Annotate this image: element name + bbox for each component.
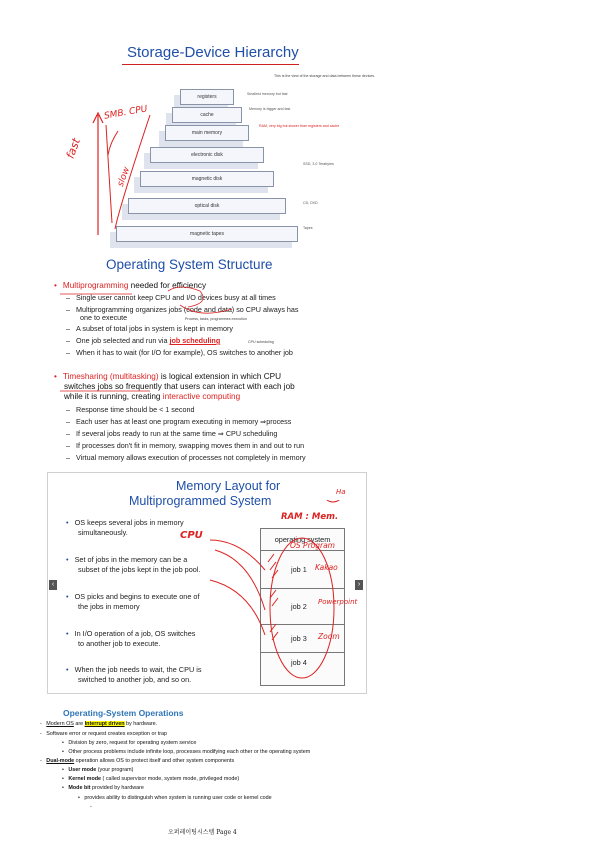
level-electronic-disk: electronic disk [150, 147, 264, 163]
slide3-bullet: • OS keeps several jobs in memory simultaneously. [66, 518, 184, 537]
memory-job1: job 1 [260, 550, 345, 590]
sub-bullet: – Multiprogramming organizes jobs (code and data) so CPU always has [66, 305, 299, 314]
bullet-timesharing-line2: switches jobs so frequently that users can interact with each job [64, 382, 295, 391]
os-ops-line7: • Kernel mode ( called supervisor mode, system mode, privileged mode) [62, 776, 240, 782]
sub-bullet: – If several jobs ready to run at the same time ⇒ CPU scheduling [66, 429, 278, 438]
term-multiprogramming: Multiprogramming [62, 281, 129, 290]
slide1-title: Storage-Device Hierarchy [127, 44, 299, 61]
level-cache: cache [172, 107, 242, 123]
os-ops-line10: - [90, 804, 92, 810]
prev-slide-button[interactable]: ‹ [49, 580, 57, 590]
slide3-bullet: • Set of jobs in the memory can be a subset of the jobs kept in the job pool. [66, 555, 201, 574]
title-underline [122, 64, 299, 65]
level-magnetic-disk: magnetic disk [140, 171, 274, 187]
hand-slow: slow [115, 165, 133, 189]
hand-os-program: OS Program [290, 541, 335, 550]
slide3-bullet: • When the job needs to wait, the CPU is switched to another job, and so on. [66, 665, 202, 684]
slide3-bullet: • OS picks and begins to execute one of the jobs in memory [66, 592, 200, 611]
level-magnetic-tapes: magnetic tapes [116, 226, 298, 242]
sub-bullet: – Single user cannot keep CPU and I/O devices busy at all times [66, 293, 276, 302]
page-footer: 오퍼레이팅시스템 Page 4 [168, 829, 237, 836]
os-ops-line4: • Other process problems include infinite loop, processes modifying each other or the operating system [62, 749, 311, 755]
sub-bullet: – Virtual memory allows execution of processes not completely in memory [66, 453, 306, 462]
hand-fast: fast [63, 136, 83, 161]
sub-bullet: – Response time should be < 1 second [66, 405, 195, 414]
memory-job2: job 2 [260, 588, 345, 626]
note-main-memory: RAM, very big but slower than registers and cache [259, 124, 340, 128]
level-optical-disk: optical disk [128, 198, 286, 214]
hand-ha: Ha [336, 488, 346, 496]
note-registers: Smallest memory but fast [247, 92, 288, 96]
sub-bullet: – When it has to wait (for I/O for example), OS switches to another job [66, 348, 293, 357]
slide2-title: Operating System Structure [106, 257, 273, 272]
os-ops-line2: - Software error or request creates exception or trap [40, 731, 168, 737]
slide3-title-line2: Multiprogrammed System [129, 494, 272, 508]
slide3-bullet: • In I/O operation of a job, OS switches to another job to execute. [66, 629, 196, 648]
term-timesharing: Timesharing (multitasking) [62, 372, 159, 381]
level-registers: registers [180, 89, 234, 105]
level-main-memory: main memory [165, 125, 249, 141]
hand-powerpoint: Powerpoint [318, 598, 358, 606]
hand-ram: RAM : Mem. [281, 512, 339, 522]
note-magnetic-tapes: Tapes [303, 226, 313, 230]
sub-bullet: – Each user has at least one program executing in memory ⇒process [66, 417, 292, 426]
bullet-multiprogramming: • Multiprogramming needed for efficiency [54, 281, 207, 290]
hand-zoom: Zoom [318, 632, 340, 641]
note-cpu-scheduling: CPU scheduling [248, 340, 274, 344]
bullet-timesharing-line3: while it is running, creating interactive computing [64, 392, 241, 401]
sub-bullet: – A subset of total jobs in system is kept in memory [66, 324, 233, 333]
note-optical-disk: CD, DVD [303, 201, 318, 205]
note-process: Process, tasks, programmes execution [185, 317, 247, 321]
memory-job4: job 4 [260, 652, 345, 686]
memory-job3: job 3 [260, 624, 345, 654]
slide1-intro: This is the view of the storage and data between these devices. [274, 74, 376, 78]
bullet-timesharing: • Timesharing (multitasking) is logical extension in which CPU [54, 372, 281, 381]
slide3-title-line1: Memory Layout for [176, 479, 281, 493]
hand-cpu: CPU [180, 530, 203, 541]
handwritten-memory-annotations [180, 500, 360, 685]
os-ops-line1: - Modern OS are Interrupt driven by hardware. [40, 721, 158, 727]
memory-os-block: operating system [260, 528, 345, 552]
os-ops-line5: - Dual-mode operation allows OS to protect itself and other system components [40, 758, 235, 764]
os-ops-line6: • User mode (your program) [62, 767, 134, 773]
note-electronic-disk: SSD, 3.0 Terabytes [303, 162, 334, 166]
note-cache: Memory is bigger and fast [249, 107, 291, 111]
next-slide-button[interactable]: › [355, 580, 363, 590]
section-heading: Operating-System Operations [63, 708, 184, 718]
hand-kakao: Kakao [315, 563, 338, 572]
os-ops-line9: • provides ability to distinguish when system is running user code or kernel code [78, 795, 272, 801]
hand-smb-cpu: SMB. CPU [103, 104, 149, 122]
sub-bullet: – If processes don't fit in memory, swapping moves them in and out to run [66, 441, 305, 450]
os-ops-line8: • Mode bit provided by hardware [62, 785, 144, 791]
os-ops-line3: • Division by zero, request for operating system service [62, 740, 197, 746]
sub-bullet-scheduling: – One job selected and run via job scheduling [66, 336, 221, 345]
handwritten-underlines [60, 283, 320, 403]
sub-bullet-cont: one to execute [80, 313, 128, 322]
